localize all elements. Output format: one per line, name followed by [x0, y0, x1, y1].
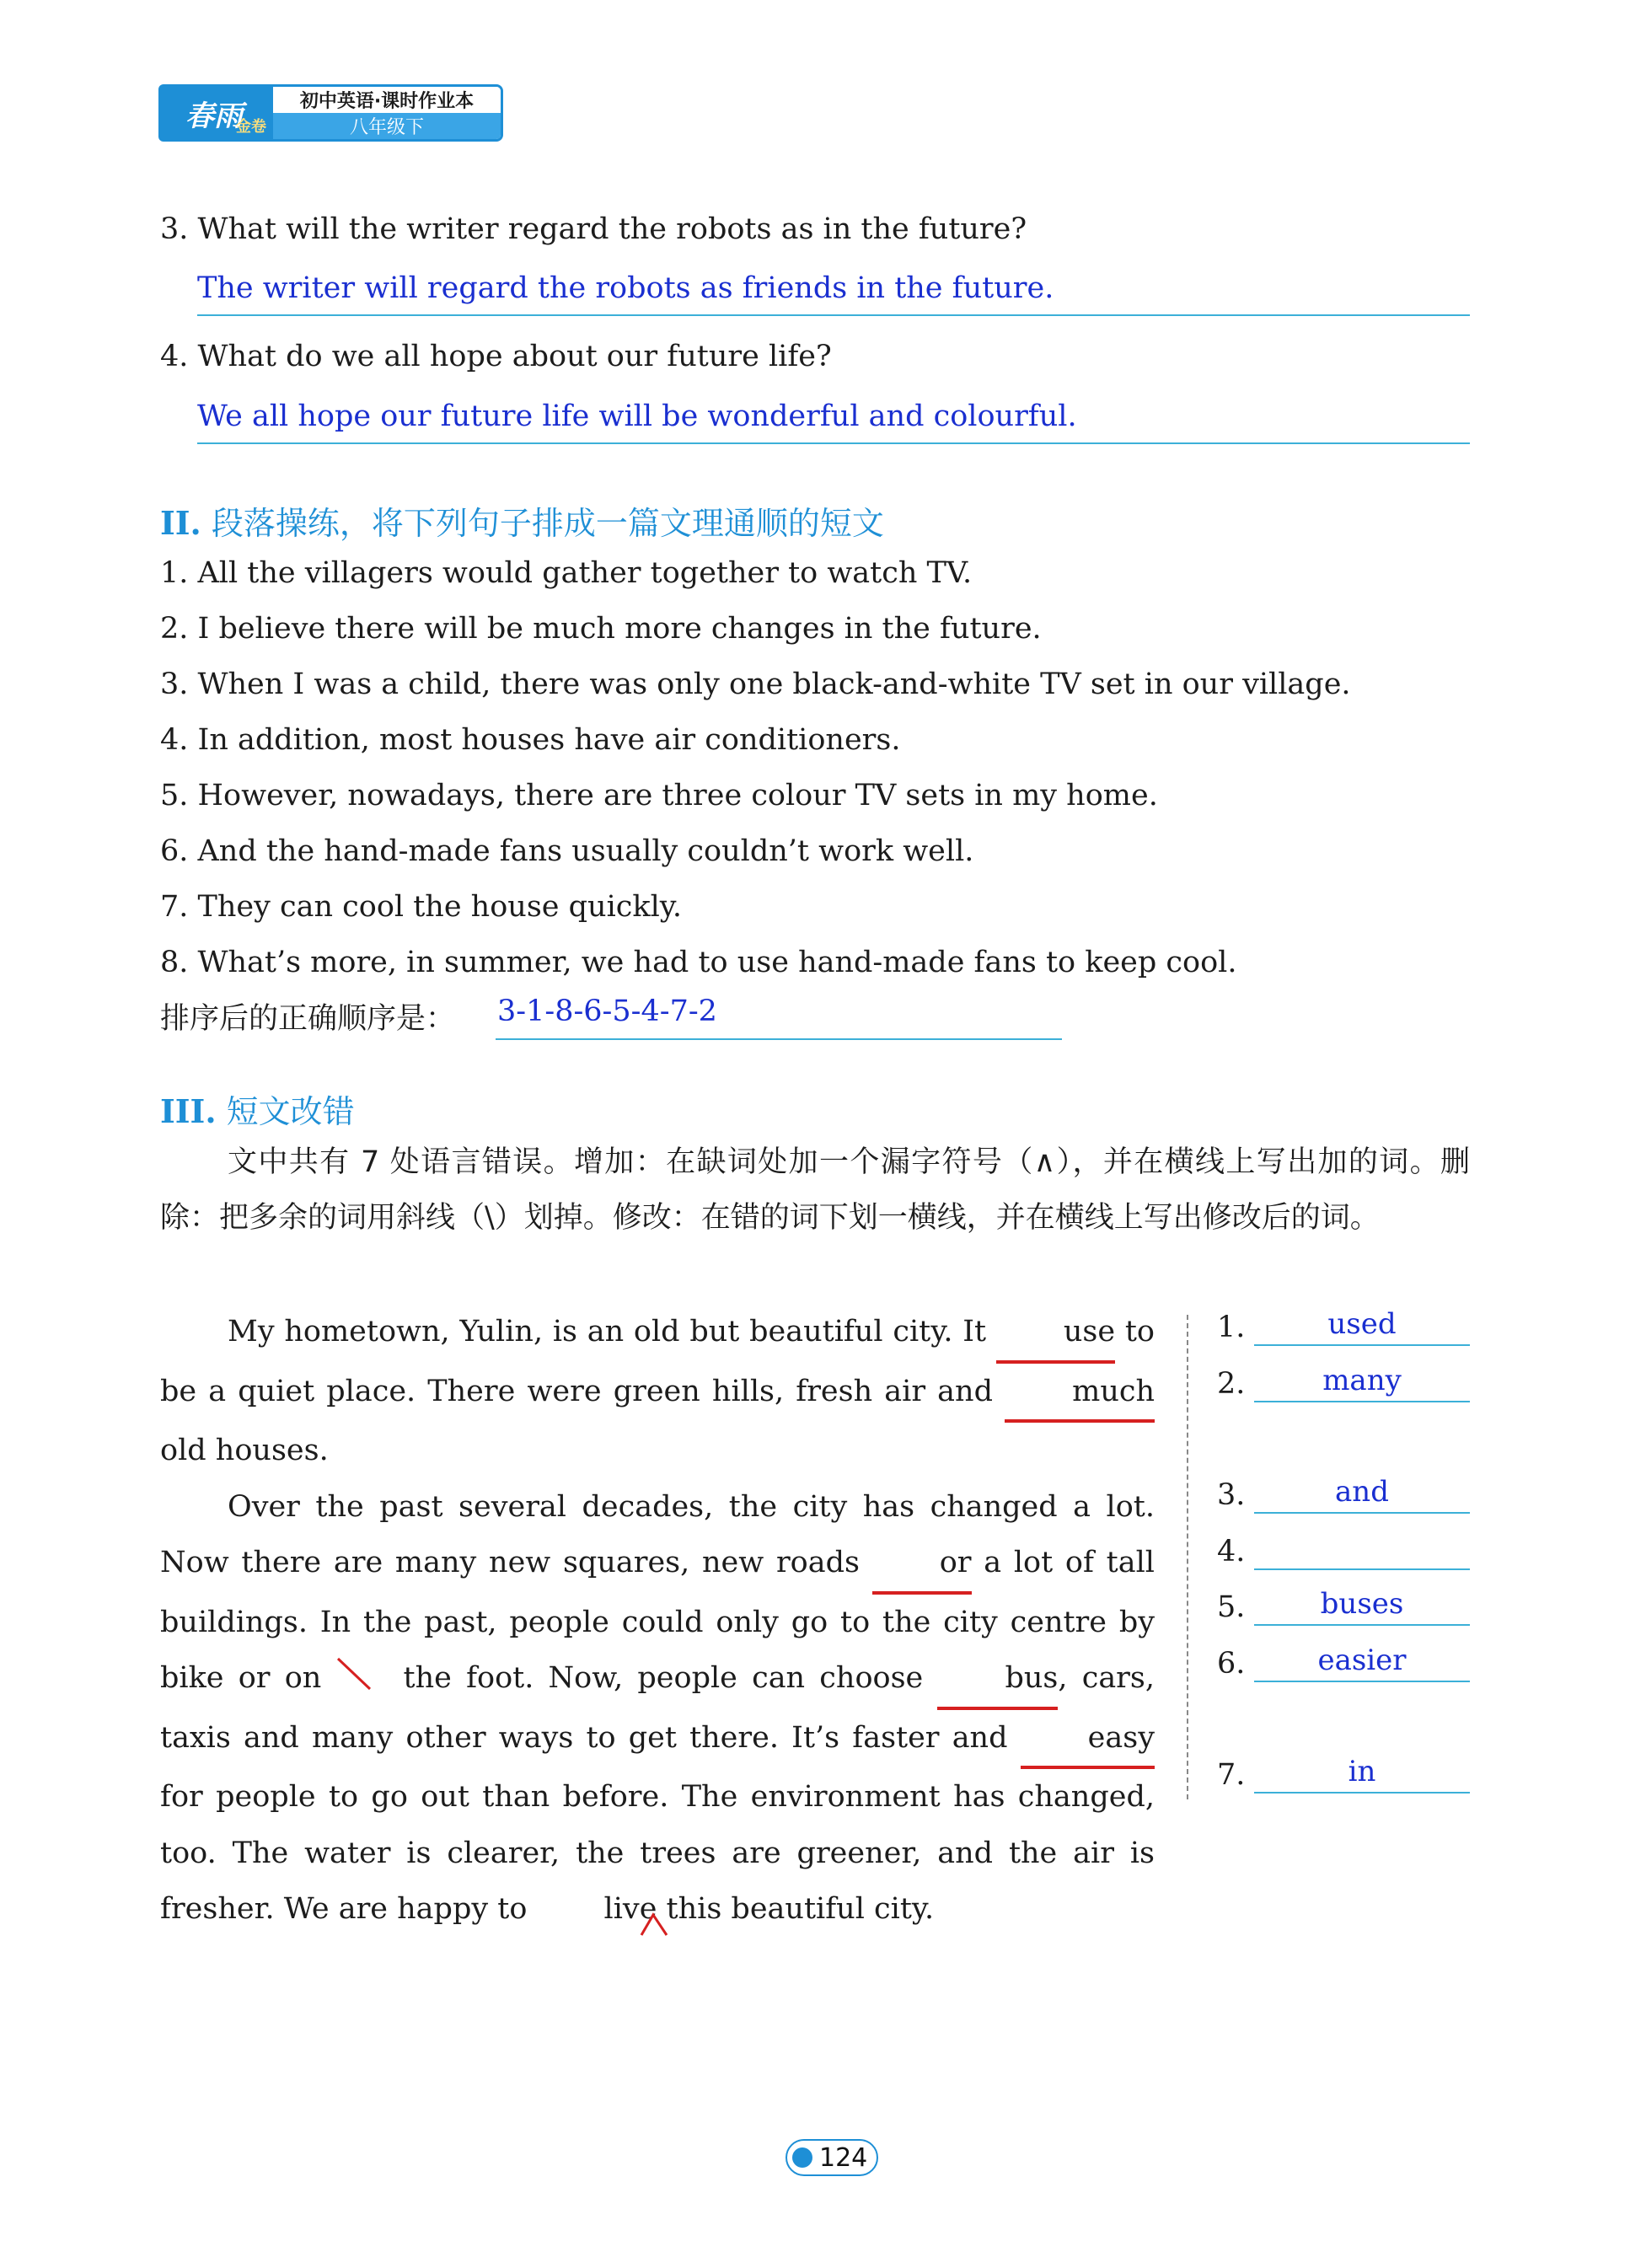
answer-value: used: [1327, 1307, 1397, 1341]
answer-line: [1254, 1681, 1470, 1682]
publisher-logo: [158, 84, 273, 142]
error-much: much: [1005, 1364, 1155, 1424]
answer-num: 5.: [1217, 1590, 1246, 1624]
section-2-number: II.: [160, 504, 201, 542]
sentence-2: 2. I believe there will be much more changes in the future.: [160, 612, 1042, 646]
error-use: use: [996, 1304, 1115, 1364]
answer-blank-5: [1217, 1575, 1470, 1626]
sentence-4: 4. In addition, most houses have air conditioners.: [160, 723, 901, 757]
p2-text-e: for people to go out than before. The environment has changed, too. The water is clearer, the trees are greener, and the air is fresher. We are happy to: [160, 1780, 1155, 1926]
answer-blank-1: [1217, 1295, 1470, 1346]
order-label: 排序后的正确顺序是：: [160, 1002, 456, 1036]
sentence-8: 8. What’s more, in summer, we had to use hand-made fans to keep cool.: [160, 946, 1237, 979]
answer-value: in: [1348, 1755, 1376, 1788]
answer-num: 3.: [1217, 1478, 1246, 1512]
page-header: [158, 84, 503, 142]
p2-text-c: foot. Now, people can choose: [451, 1661, 938, 1695]
answer-num: 7.: [1217, 1758, 1246, 1792]
answer-blank-6: [1217, 1632, 1470, 1682]
passage-paragraph-1: [160, 1304, 1155, 1479]
error-live-insert: [537, 1881, 657, 1938]
page-dot-icon: [792, 2147, 812, 2168]
error-the-deleted: [336, 1650, 452, 1707]
answer-3: The writer will regard the robots as friends in the future.: [197, 271, 1054, 305]
error-bus: bus: [937, 1650, 1058, 1710]
section-3-title: 短文改错: [226, 1093, 355, 1130]
section-3-number: III.: [160, 1092, 217, 1130]
grade-label: 八年级下: [273, 113, 501, 139]
order-answer: 3-1-8-6-5-4-7-2: [497, 995, 717, 1028]
error-live-word: live: [603, 1892, 657, 1926]
logo-sub: 金卷: [236, 118, 266, 136]
answer-line: [1254, 1568, 1470, 1570]
answer-3-line: [197, 314, 1470, 316]
answer-num: 6.: [1217, 1647, 1246, 1681]
answer-4-line: [197, 442, 1470, 444]
answer-line: [1254, 1792, 1470, 1793]
answer-num: 2.: [1217, 1367, 1246, 1401]
answer-blank-2: [1217, 1352, 1470, 1402]
answer-4: We all hope our future life will be wonderful and colourful.: [197, 399, 1077, 433]
answer-value: and: [1335, 1475, 1389, 1509]
p1-text-c: old houses.: [160, 1434, 329, 1467]
strike-slash-icon: [333, 1655, 375, 1692]
p1-text-a: My hometown, Yulin, is an old but beautiful city. It: [228, 1315, 996, 1348]
section-3-heading: [160, 1086, 355, 1132]
p2-text-d: , cars, taxis and many other ways to get there. It’s faster and: [160, 1661, 1155, 1755]
sentence-7: 7. They can cool the house quickly.: [160, 890, 683, 924]
passage-paragraph-2: [160, 1479, 1155, 1938]
p2-text-a: Over the past several decades, the city has changed a lot. Now there are many new squares, new roads: [160, 1489, 1155, 1579]
p1-text-b: to be a quiet place. There were green hills, fresh air and: [160, 1315, 1155, 1408]
book-title: 初中英语·课时作业本: [273, 87, 501, 113]
book-title-box: [273, 84, 503, 142]
caret-insert-icon: [638, 1910, 672, 1938]
page-number: 124: [819, 2142, 868, 2173]
answer-blank-4: [1217, 1520, 1470, 1570]
answer-num: 4.: [1217, 1535, 1246, 1568]
logo-text: 春雨: [185, 99, 243, 133]
section-3-instructions: [160, 1134, 1470, 1246]
order-answer-line: [496, 1038, 1062, 1040]
section-2-heading: [160, 497, 884, 544]
answer-value: easier: [1317, 1643, 1407, 1677]
instructions-text: 文中共有 7 处语言错误。增加：在缺词处加一个漏字符号（∧），并在横线上写出加的词。删除：把多余的词用斜线（\）划掉。修改：在错的词下划一横线，并在横线上写出修改后的词。: [160, 1145, 1470, 1235]
error-the-word: the: [403, 1661, 452, 1695]
p2-text-f: this beautiful city.: [657, 1892, 935, 1926]
section-2-title: 段落操练，将下列句子排成一篇文理通顺的短文: [211, 505, 884, 542]
answer-line: [1254, 1624, 1470, 1626]
answer-blank-7: [1217, 1743, 1470, 1793]
p2-text-b: a lot of tall buildings. In the past, people could only go to the city centre by bike or on: [160, 1546, 1155, 1695]
sentence-3: 3. When I was a child, there was only one black-and-white TV set in our village.: [160, 668, 1351, 701]
sentence-1: 1. All the villagers would gather together to watch TV.: [160, 556, 973, 590]
answer-line: [1254, 1344, 1470, 1346]
answer-value: buses: [1320, 1587, 1404, 1621]
answer-line: [1254, 1401, 1470, 1402]
error-or: or: [872, 1535, 972, 1595]
question-3: 3. What will the writer regard the robots as in the future?: [160, 212, 1027, 246]
answer-line: [1254, 1512, 1470, 1514]
answer-blank-3: [1217, 1463, 1470, 1514]
answer-column-divider: [1187, 1315, 1188, 1799]
error-easy: easy: [1021, 1710, 1155, 1770]
page-number-badge: [786, 2139, 878, 2176]
question-4: 4. What do we all hope about our future life?: [160, 340, 832, 373]
sentence-5: 5. However, nowadays, there are three colour TV sets in my home.: [160, 779, 1158, 812]
answer-value: many: [1322, 1364, 1402, 1397]
correction-passage: [160, 1304, 1155, 1938]
sentence-6: 6. And the hand-made fans usually couldn’t work well.: [160, 834, 974, 868]
answer-num: 1.: [1217, 1311, 1246, 1344]
